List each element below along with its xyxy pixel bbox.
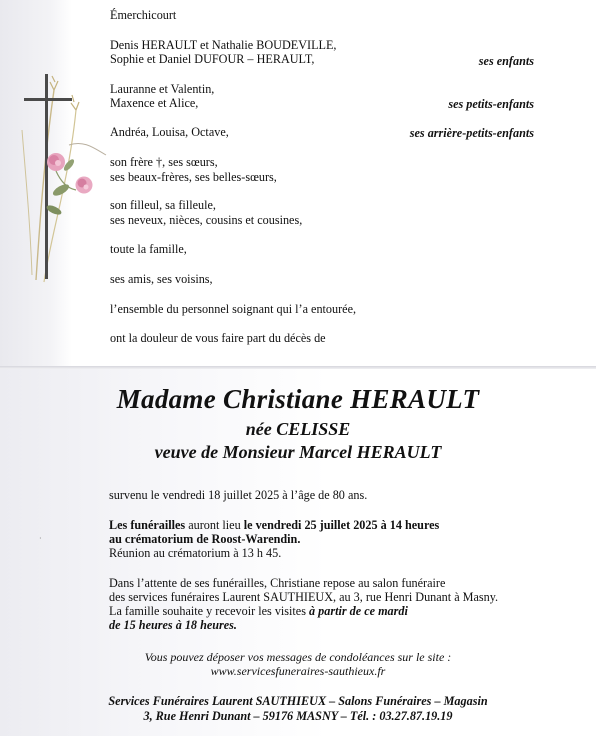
condolences-line: Vous pouvez déposer vos messages de condoléances sur le site : — [144, 650, 452, 664]
footer-address: 3, Rue Henri Dunant – 59176 MASNY – Tél. : 03.27.87.19.19 — [143, 709, 453, 723]
rest-line-1: Dans l’attente de ses funérailles, Christiane repose au salon funéraire — [109, 576, 446, 590]
funeral-line-1 — [109, 518, 439, 532]
funeral-mid: auront lieu — [185, 518, 244, 532]
grandchildren-role: ses petits-enfants — [448, 97, 534, 111]
visit-text: La famille souhaite y recevoir les visites — [109, 604, 310, 618]
rest-line-2: des services funéraires Laurent SAUTHIEUX, au 3, rue Henri Dunant à Masny. — [109, 590, 499, 604]
siblings-line-1 — [110, 155, 218, 169]
condolences-url[interactable]: www.servicesfuneraires-sauthieux.fr — [210, 664, 386, 678]
death-date-line: survenu le vendredi 18 juillet 2025 à l’âge de 80 ans. — [109, 488, 368, 502]
great-grandchildren-role: ses arrière-petits-enfants — [409, 126, 534, 140]
visit-from: à partir de ce mardi — [309, 604, 408, 618]
siblings-text-a: son frère — [110, 155, 157, 169]
page-fold — [0, 366, 596, 369]
godchildren-line-2: ses neveux, nièces, cousins et cousines, — [110, 213, 303, 227]
siblings-line-2: ses beaux-frères, ses belles-sœurs, — [110, 170, 277, 184]
children-line-1: Denis HERAULT et Nathalie BOUDEVILLE, — [110, 38, 337, 52]
visit-hours: de 15 heures à 18 heures. — [109, 618, 237, 632]
great-grandchildren-line: Andréa, Louisa, Octave, — [110, 125, 229, 139]
funeral-place: au crématorium de Roost-Warendin. — [109, 532, 301, 546]
announcement-line: ont la douleur de vous faire part du décès de — [110, 331, 326, 345]
staff-line: l’ensemble du personnel soignant qui l’a entourée, — [110, 302, 357, 316]
maiden-name: née CELISSE — [245, 419, 351, 439]
grandchildren-line-2: Maxence et Alice, — [110, 96, 199, 110]
children-role: ses enfants — [478, 54, 534, 68]
cross-with-roses-icon — [14, 70, 109, 285]
footer-company: Services Funéraires Laurent SAUTHIEUX – Salons Funéraires – Magasin — [108, 694, 488, 708]
funeral-date: le vendredi 25 juillet 2025 à 14 heures — [243, 518, 440, 532]
deceased-name: Madame Christiane HERAULT — [116, 384, 480, 414]
town-name: Émerchicourt — [110, 8, 177, 22]
friends-line: ses amis, ses voisins, — [110, 272, 213, 286]
widow-of: veuve de Monsieur Marcel HERAULT — [154, 442, 442, 462]
funeral-label: Les funérailles — [109, 518, 186, 532]
whole-family-line: toute la famille, — [110, 242, 187, 256]
visit-line-1 — [109, 604, 408, 618]
godchildren-line-1: son filleul, sa filleule, — [110, 198, 216, 212]
scan-speck — [39, 534, 43, 538]
children-line-2: Sophie et Daniel DUFOUR – HERAULT, — [110, 52, 315, 66]
deceased-cross-icon: † — [156, 155, 163, 169]
grandchildren-line-1: Lauranne et Valentin, — [110, 82, 215, 96]
meeting-line: Réunion au crématorium à 13 h 45. — [109, 546, 282, 560]
siblings-text-b: , ses sœurs, — [162, 155, 218, 169]
